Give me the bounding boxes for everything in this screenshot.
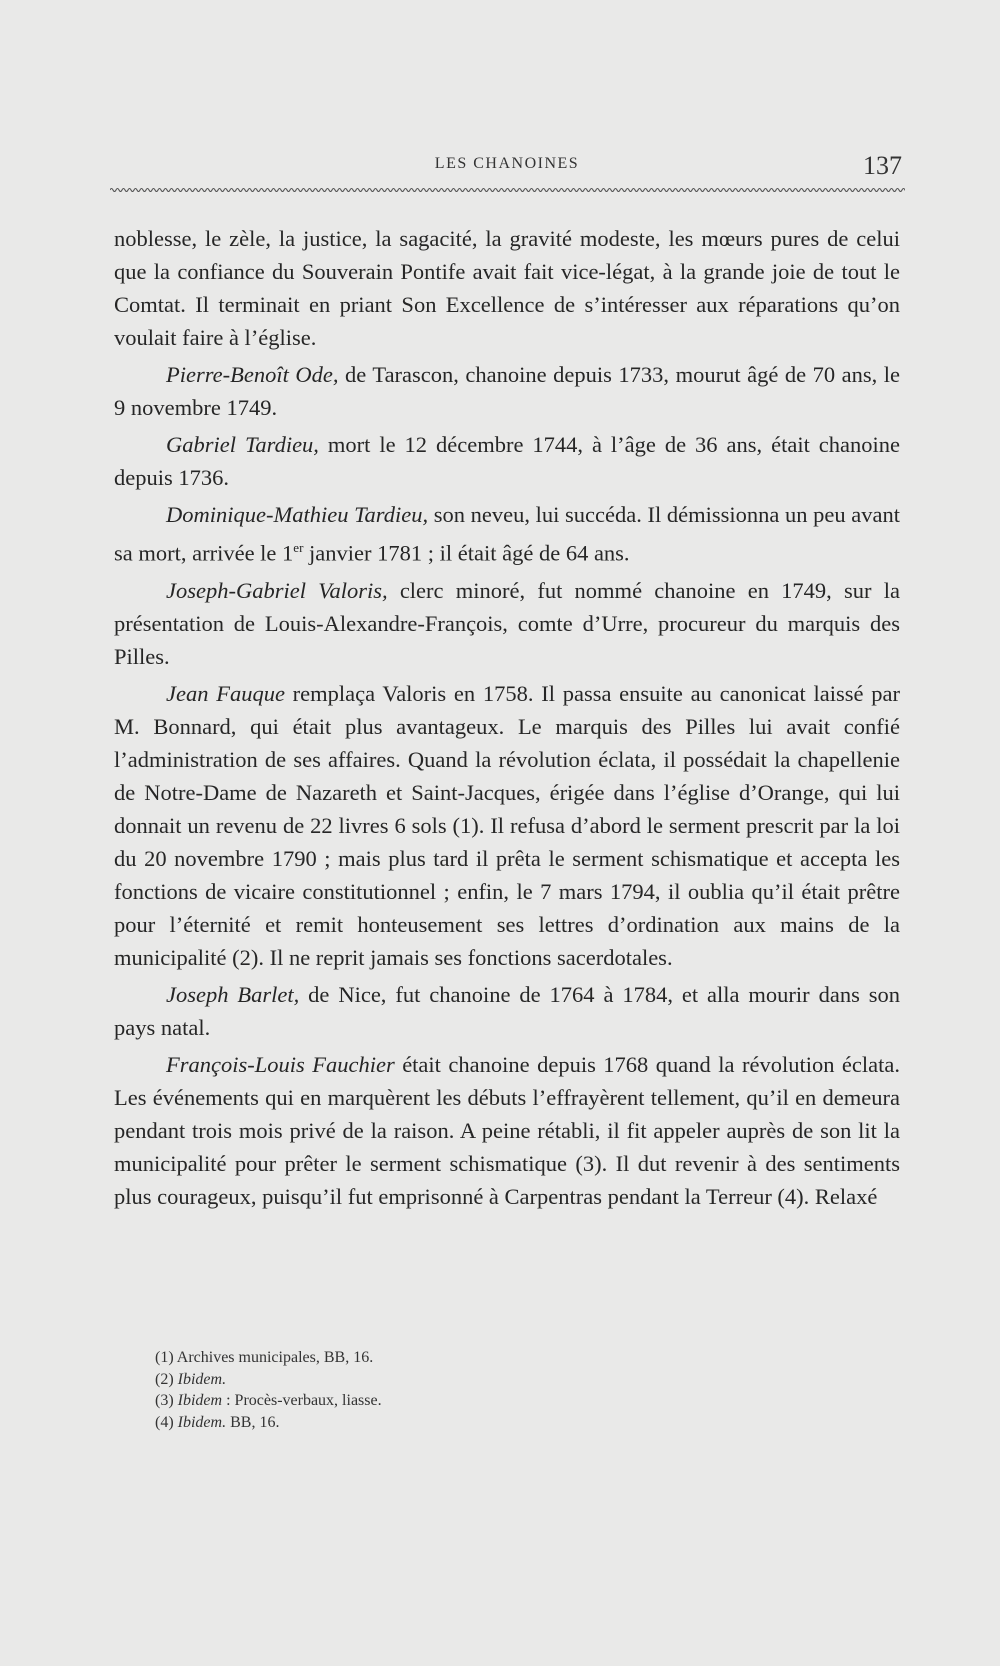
paragraph-text: de Tarascon, chanoine depuis 1733, mourut âgé de 70 ans, le 9 novembre 1749.	[114, 362, 900, 420]
footnote-text: : Procès-verbaux, liasse.	[222, 1392, 382, 1409]
person-name: François-Louis Fauchier	[166, 1051, 395, 1077]
person-name: Joseph-Gabriel Valoris,	[166, 577, 388, 603]
person-name: Joseph Barlet,	[166, 981, 300, 1007]
paragraph-text: son neveu, lui succéda. Il démissionna un peu avant sa mort, arrivée le 1	[114, 502, 900, 566]
paragraph-text: janvier 1781 ; il était âgé de 64 ans.	[303, 540, 630, 566]
footnote-2	[155, 1369, 855, 1391]
footnote-ibidem: Ibidem.	[177, 1370, 227, 1388]
paragraph-joseph-barlet	[114, 978, 900, 1044]
page-number: 137	[863, 151, 902, 180]
paragraph-francois-louis-fauchier	[114, 1048, 900, 1213]
wavy-rule-divider	[110, 186, 905, 194]
ordinal-superscript: er	[293, 540, 304, 555]
paragraph-jean-fauque	[114, 677, 900, 974]
person-name: Gabriel Tardieu,	[166, 432, 319, 457]
footnote-3	[155, 1390, 855, 1412]
body-text	[114, 222, 900, 1213]
running-title: LES CHANOINES	[434, 155, 580, 172]
footnote-number: (2)	[155, 1370, 178, 1388]
footnote-text: (1) Archives municipales, BB, 16.	[155, 1349, 374, 1366]
footnotes	[155, 1347, 855, 1433]
footnote-4	[155, 1412, 855, 1434]
person-name: Jean Fauque	[166, 680, 285, 706]
paragraph-continued	[114, 222, 900, 354]
footnote-text: BB, 16.	[226, 1413, 280, 1431]
paragraph-text: clerc minoré, fut nommé chanoine en 1749, sur la présentation de Louis-Alexandre-François, comte d’Urre, procureur du marquis des Pilles.	[114, 577, 900, 669]
paragraph-text: mort le 12 décembre 1744, à l’âge de 36 ans, était chanoine depuis 1736.	[114, 432, 900, 490]
person-name: Dominique-Mathieu Tardieu,	[166, 502, 429, 527]
paragraph-gabriel-tardieu	[114, 428, 900, 494]
paragraph-pierre-benoit-ode	[114, 358, 900, 424]
person-name: Pierre-Benoît Ode,	[166, 362, 339, 387]
running-head	[112, 151, 902, 181]
footnote-ibidem: Ibidem.	[177, 1413, 227, 1431]
paragraph-text: remplaça Valoris en 1758. Il passa ensuite au canonicat laissé par M. Bonnard, qui était plus avantageux. Le marquis des Pilles lui avait confié l’administration de ses affaires. Quand la révolution éclata, il possédait la chapellenie de Notre-Dame de Nazareth et Saint-Jacques, érigée dans l’église d’Orange, qui lui donnait un revenu de 22 livres 6 sols (1). Il refusa d’abord le serment prescrit par la loi du 20 novembre 1790 ; mais plus tard il prêta le serment schismatique et accepta les fonctions de vicaire constitutionnel ; enfin, le 7 mars 1794, il oublia qu’il était prêtre pour l’éternité et remit honteusement ses lettres d’ordination aux mains de la municipalité (2). Il ne reprit jamais ses fonctions sacerdotales.	[114, 680, 900, 970]
footnote-ibidem: Ibidem	[177, 1392, 223, 1409]
footnote-1	[155, 1347, 855, 1369]
footnote-number: (4)	[155, 1413, 178, 1431]
paragraph-text: était chanoine depuis 1768 quand la révolution éclata. Les événements qui en marquèrent les débuts l’effrayèrent tellement, qu’il en demeura pendant trois mois privé de la raison. A peine rétabli, il fit appeler auprès de son lit la municipalité pour prêter le serment schismatique (3). Il dut revenir à des sentiments plus courageux, puisqu’il fut emprisonné à Carpentras pendant la Terreur (4). Relaxé	[114, 1051, 901, 1209]
paragraph-text: de Nice, fut chanoine de 1764 à 1784, et alla mourir dans son pays natal.	[114, 981, 901, 1040]
paragraph-dominique-mathieu-tardieu	[114, 498, 900, 570]
paragraph-joseph-gabriel-valoris	[114, 574, 900, 673]
footnote-number: (3)	[155, 1392, 178, 1409]
paragraph-text: noblesse, le zèle, la justice, la sagacité, la gravité modeste, les mœurs pures de celui que la confiance du Souverain Pontife avait fait vice-légat, à la grande joie de tout le Comtat. Il terminait en priant Son Excellence de s’intéresser aux réparations qu’on voulait faire à l’église.	[114, 226, 900, 350]
